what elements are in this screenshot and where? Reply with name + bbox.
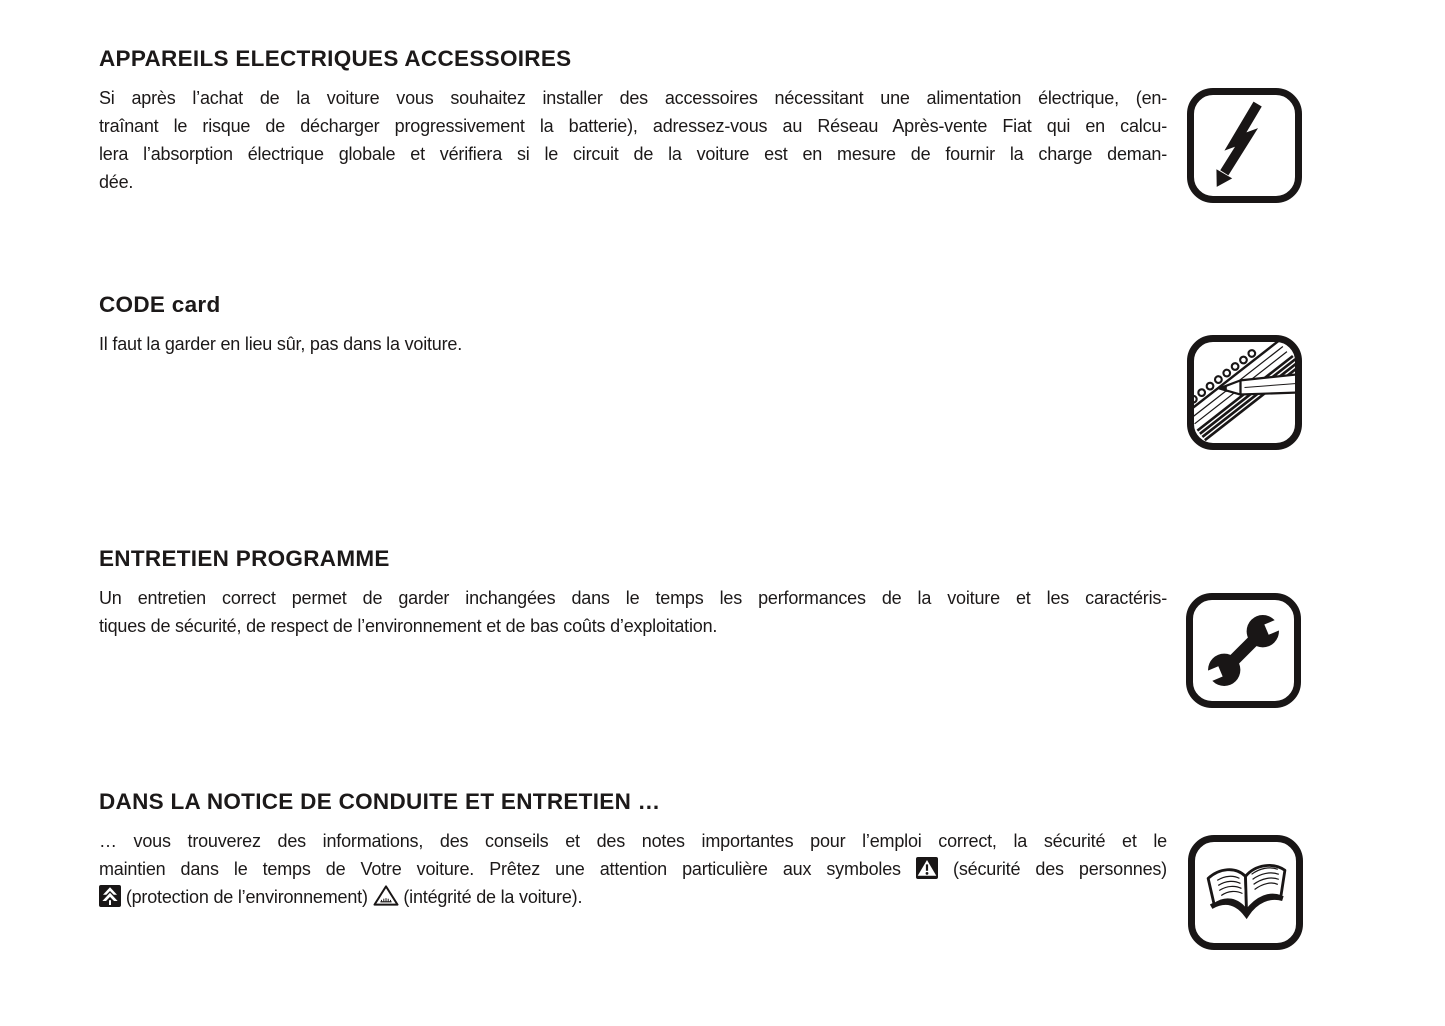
paragraph-line: Si après l’achat de la voiture vous souhaitez installer des accessoires nécessitant une alimentation électrique, (en-: [99, 88, 1167, 108]
paragraph-line: traînant le risque de décharger progressivement la batterie), adressez-vous au Réseau Après-vente Fiat qui en calcu-: [99, 116, 1167, 136]
paragraph-line: Un entretien correct permet de garder inchangées dans le temps les performances de la voiture et les caractéris-: [99, 588, 1167, 608]
section-code-card: [99, 290, 1167, 358]
paragraph-line: dée.: [99, 172, 134, 192]
section-paragraph: [99, 584, 1167, 640]
code-card-notebook-icon: [1187, 335, 1302, 450]
section-title: ENTRETIEN PROGRAMME: [99, 546, 390, 571]
paragraph-line: … vous trouverez des informations, des conseils et des notes importantes pour l’emploi correct, la sécurité et le: [99, 831, 1167, 851]
open-book-icon: [1188, 835, 1303, 950]
high-voltage-icon: [1187, 88, 1302, 203]
paragraph-line: (protection de l’environnement) (intégrité de la voiture).: [99, 883, 1167, 911]
lightning-bolt-glyph: [1194, 95, 1295, 196]
paragraph-line: tiques de sécurité, de respect de l’environnement et de bas coûts d’exploitation.: [99, 616, 718, 636]
section-appareils-electriques: [99, 44, 1167, 196]
section-title: DANS LA NOTICE DE CONDUITE ET ENTRETIEN …: [99, 789, 661, 814]
section-notice-conduite: [99, 787, 1167, 911]
section-paragraph: [99, 84, 1167, 196]
section-title: CODE card: [99, 292, 221, 317]
paragraph-line: maintien dans le temps de Votre voiture. Prêtez une attention particulière aux symboles (sécurité des personnes): [99, 859, 1167, 879]
wrench-icon: [1186, 593, 1301, 708]
car-integrity-warning-icon: [373, 884, 399, 907]
section-paragraph: [99, 827, 1167, 911]
section-paragraph: [99, 330, 1167, 358]
paragraph-line: Il faut la garder en lieu sûr, pas dans la voiture.: [99, 334, 463, 354]
notebook-pencil-glyph: [1194, 342, 1295, 443]
environment-protection-icon: [99, 885, 121, 907]
paragraph-line: lera l’absorption électrique globale et vérifiera si le circuit de la voiture est en mesure de fournir la charge deman-: [99, 144, 1167, 164]
personal-safety-warning-icon: [916, 857, 938, 879]
wrench-glyph: [1193, 600, 1294, 701]
open-book-glyph: [1195, 842, 1296, 943]
section-title: APPAREILS ELECTRIQUES ACCESSOIRES: [99, 46, 572, 71]
section-entretien-programme: [99, 544, 1167, 640]
